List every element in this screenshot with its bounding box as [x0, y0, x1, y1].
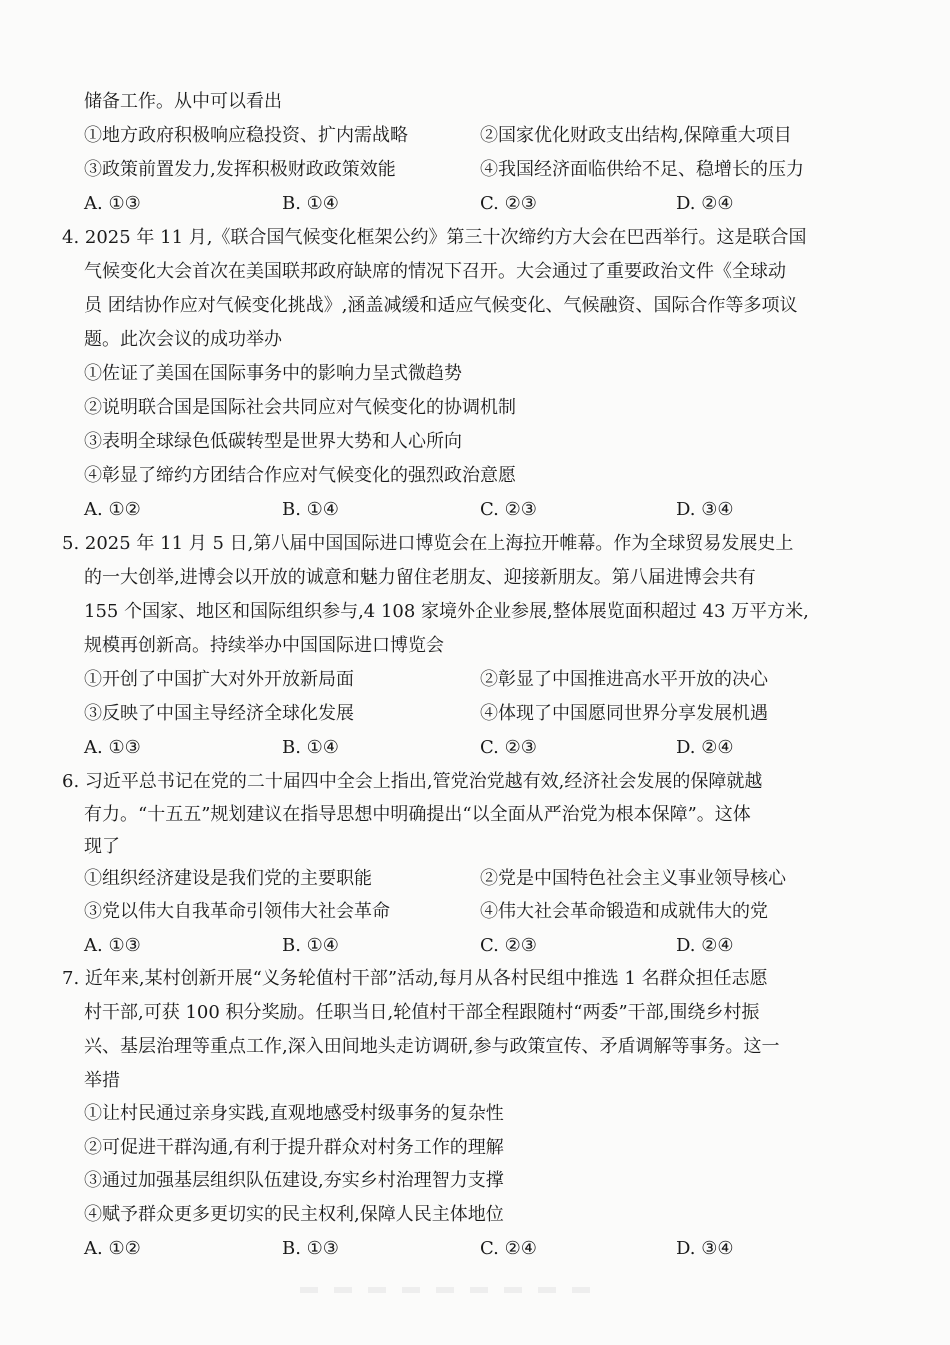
- q7-stem-line-3: 兴、基层治理等重点工作,深入田间地头走访调研,参与政策宣传、矛盾调解等事务。这一: [84, 1036, 780, 1057]
- q7-item-4: ④赋予群众更多更切实的民主权利,保障人民主体地位: [84, 1204, 504, 1225]
- q3-option-c: C. ②③: [480, 193, 537, 214]
- q4-option-d: D. ③④: [676, 499, 734, 520]
- q4-item-2: ②说明联合国是国际社会共同应对气候变化的协调机制: [84, 397, 516, 418]
- q5-option-b: B. ①④: [282, 737, 339, 758]
- q6-stem-line-1: 6. 习近平总书记在党的二十届四中全会上指出,管党治党越有效,经济社会发展的保障就越: [62, 771, 763, 792]
- q7-item-3: ③通过加强基层组织队伍建设,夯实乡村治理智力支撑: [84, 1170, 504, 1191]
- q5-item-1: ①开创了中国扩大对外开放新局面: [84, 669, 354, 690]
- q4-stem-line-1: 4. 2025 年 11 月,《联合国气候变化框架公约》第三十次缔约方大会在巴西举行。这是联合国: [62, 227, 807, 248]
- q6-item-1: ①组织经济建设是我们党的主要职能: [84, 868, 372, 889]
- q6-option-a: A. ①③: [84, 935, 141, 956]
- q3-option-a: A. ①③: [84, 193, 141, 214]
- q3-item-1: ①地方政府积极响应稳投资、扩内需战略: [84, 125, 408, 146]
- q5-stem-line-1: 5. 2025 年 11 月 5 日,第八届中国国际进口博览会在上海拉开帷幕。作为全球贸易发展史上: [62, 533, 794, 554]
- q5-stem-line-2: 的一大创举,进博会以开放的诚意和魅力留住老朋友、迎接新朋友。第八届进博会共有: [84, 567, 756, 588]
- q6-option-d: D. ②④: [676, 935, 734, 956]
- q5-option-d: D. ②④: [676, 737, 734, 758]
- q5-item-3: ③反映了中国主导经济全球化发展: [84, 703, 354, 724]
- q6-option-b: B. ①④: [282, 935, 339, 956]
- q7-option-b: B. ①③: [282, 1238, 339, 1259]
- q6-option-c: C. ②③: [480, 935, 537, 956]
- q3-option-b: B. ①④: [282, 193, 339, 214]
- q6-stem-line-3: 现了: [84, 836, 120, 857]
- q4-option-c: C. ②③: [480, 499, 537, 520]
- q3-option-d: D. ②④: [676, 193, 734, 214]
- q7-stem-line-2: 村干部,可获 100 积分奖励。任职当日,轮值村干部全程跟随村“两委”干部,围绕乡村振: [84, 1002, 760, 1023]
- q5-stem-line-3: 155 个国家、地区和国际组织参与,4 108 家境外企业参展,整体展览面积超过 43 万平方米,: [84, 601, 809, 622]
- q3-item-3: ③政策前置发力,发挥积极财政政策效能: [84, 159, 396, 180]
- q3-item-2: ②国家优化财政支出结构,保障重大项目: [480, 125, 792, 146]
- q4-stem-line-3: 员 团结协作应对气候变化挑战》,涵盖减缓和适应气候变化、气候融资、国际合作等多项议: [84, 295, 798, 316]
- q6-item-2: ②党是中国特色社会主义事业领导核心: [480, 868, 786, 889]
- q7-item-1: ①让村民通过亲身实践,直观地感受村级事务的复杂性: [84, 1103, 504, 1124]
- q4-stem-line-2: 气候变化大会首次在美国联邦政府缺席的情况下召开。大会通过了重要政治文件《全球动: [84, 261, 786, 282]
- q5-option-c: C. ②③: [480, 737, 537, 758]
- q4-option-b: B. ①④: [282, 499, 339, 520]
- q5-item-4: ④体现了中国愿同世界分享发展机遇: [480, 703, 768, 724]
- q6-item-4: ④伟大社会革命锻造和成就伟大的党: [480, 901, 768, 922]
- q6-stem-line-2: 有力。“十五五”规划建议在指导思想中明确提出“以全面从严治党为根本保障”。这体: [84, 804, 751, 825]
- q4-item-3: ③表明全球绿色低碳转型是世界大势和人心所向: [84, 431, 462, 452]
- q7-stem-line-1: 7. 近年来,某村创新开展“义务轮值村干部”活动,每月从各村民组中推选 1 名群众担任志愿: [62, 968, 768, 989]
- q3-item-4: ④我国经济面临供给不足、稳增长的压力: [480, 159, 804, 180]
- q7-option-c: C. ②④: [480, 1238, 537, 1259]
- q7-option-d: D. ③④: [676, 1238, 734, 1259]
- q7-option-a: A. ①②: [84, 1238, 141, 1259]
- q7-item-2: ②可促进干群沟通,有利于提升群众对村务工作的理解: [84, 1137, 504, 1158]
- q5-item-2: ②彰显了中国推进高水平开放的决心: [480, 669, 768, 690]
- q6-item-3: ③党以伟大自我革命引领伟大社会革命: [84, 901, 390, 922]
- q7-stem-line-4: 举措: [84, 1070, 120, 1091]
- q4-stem-line-4: 题。此次会议的成功举办: [84, 329, 282, 350]
- q3-stem-continuation: 储备工作。从中可以看出: [84, 91, 282, 112]
- q4-item-4: ④彰显了缔约方团结合作应对气候变化的强烈政治意愿: [84, 465, 516, 486]
- q5-option-a: A. ①③: [84, 737, 141, 758]
- q4-option-a: A. ①②: [84, 499, 141, 520]
- q5-stem-line-4: 规模再创新高。持续举办中国国际进口博览会: [84, 635, 444, 656]
- faint-footer-mark: [300, 1287, 600, 1293]
- q4-item-1: ①佐证了美国在国际事务中的影响力呈式微趋势: [84, 363, 462, 384]
